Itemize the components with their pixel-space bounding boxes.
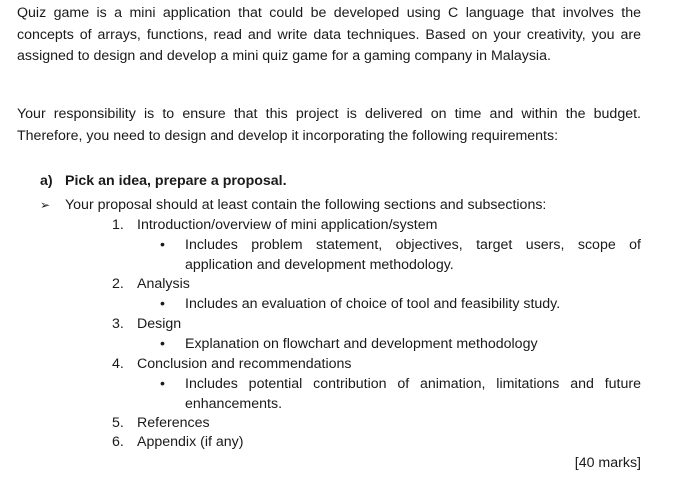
- bullet-line: Includes problem statement, objectives, target users, scope of: [185, 237, 641, 253]
- bullet-text: [185, 374, 641, 414]
- bullet-line: Includes an evaluation of choice of tool and feasibility study.: [185, 296, 561, 312]
- numbered-item: [112, 413, 210, 433]
- item-label: Conclusion and recommendations: [137, 356, 352, 372]
- section-title: Pick an idea, prepare a proposal.: [65, 173, 287, 189]
- bullet-dot-icon: •: [160, 376, 165, 392]
- marks-label: [40 marks]: [574, 455, 641, 471]
- numbered-item: [112, 274, 190, 294]
- bullet-item: [160, 235, 641, 275]
- bullet-line: application and development methodology.: [185, 257, 454, 273]
- bullet-text: [185, 294, 641, 314]
- item-label: Introduction/overview of mini application/system: [137, 217, 438, 233]
- section-heading: [40, 171, 287, 191]
- numbered-item: [112, 314, 181, 334]
- paragraph-line: Therefore, you need to design and develop it incorporating the following requirements:: [17, 127, 559, 144]
- item-number: 5.: [112, 415, 124, 431]
- section-intro-text: Your proposal should at least contain the following sections and subsections:: [65, 197, 547, 213]
- paragraph-line: Your responsibility is to ensure that this project is delivered on time and within the budget.: [17, 106, 641, 122]
- paragraph-line: Quiz game is a mini application that could be developed using C language that involves the: [17, 5, 641, 21]
- item-number: 1.: [112, 217, 124, 233]
- bullet-line: Explanation on flowchart and development methodology: [185, 336, 538, 352]
- arrow-bullet-icon: ➢: [40, 198, 51, 212]
- bullet-dot-icon: •: [160, 296, 165, 312]
- numbered-item: [112, 215, 437, 235]
- numbered-item: [112, 354, 352, 374]
- paragraph-line: assigned to design and develop a mini quiz game for a gaming company in Malaysia.: [17, 48, 551, 64]
- bullet-item: [160, 294, 641, 314]
- item-number: 2.: [112, 276, 124, 292]
- section-intro: [40, 195, 546, 215]
- item-label: Analysis: [137, 276, 190, 292]
- bullet-line: Includes potential contribution of animation, limitations and future: [185, 376, 641, 392]
- bullet-dot-icon: •: [160, 336, 165, 352]
- bullet-item: [160, 374, 641, 414]
- item-number: 3.: [112, 316, 124, 332]
- numbered-item: [112, 432, 243, 452]
- item-label: References: [137, 415, 210, 431]
- item-number: 4.: [112, 356, 124, 372]
- item-label: Appendix (if any): [137, 434, 244, 450]
- responsibility-paragraph: [17, 104, 641, 147]
- item-number: 6.: [112, 434, 124, 450]
- item-label: Design: [137, 316, 182, 332]
- bullet-dot-icon: •: [160, 237, 165, 253]
- section-letter: a): [40, 173, 53, 189]
- bullet-item: [160, 334, 641, 354]
- bullet-text: [185, 334, 641, 354]
- bullet-line: enhancements.: [185, 396, 283, 412]
- paragraph-line: concepts of arrays, functions, read and write data techniques. Based on your creativity, you are: [17, 26, 641, 43]
- intro-paragraph: [17, 3, 641, 68]
- bullet-text: [185, 235, 641, 275]
